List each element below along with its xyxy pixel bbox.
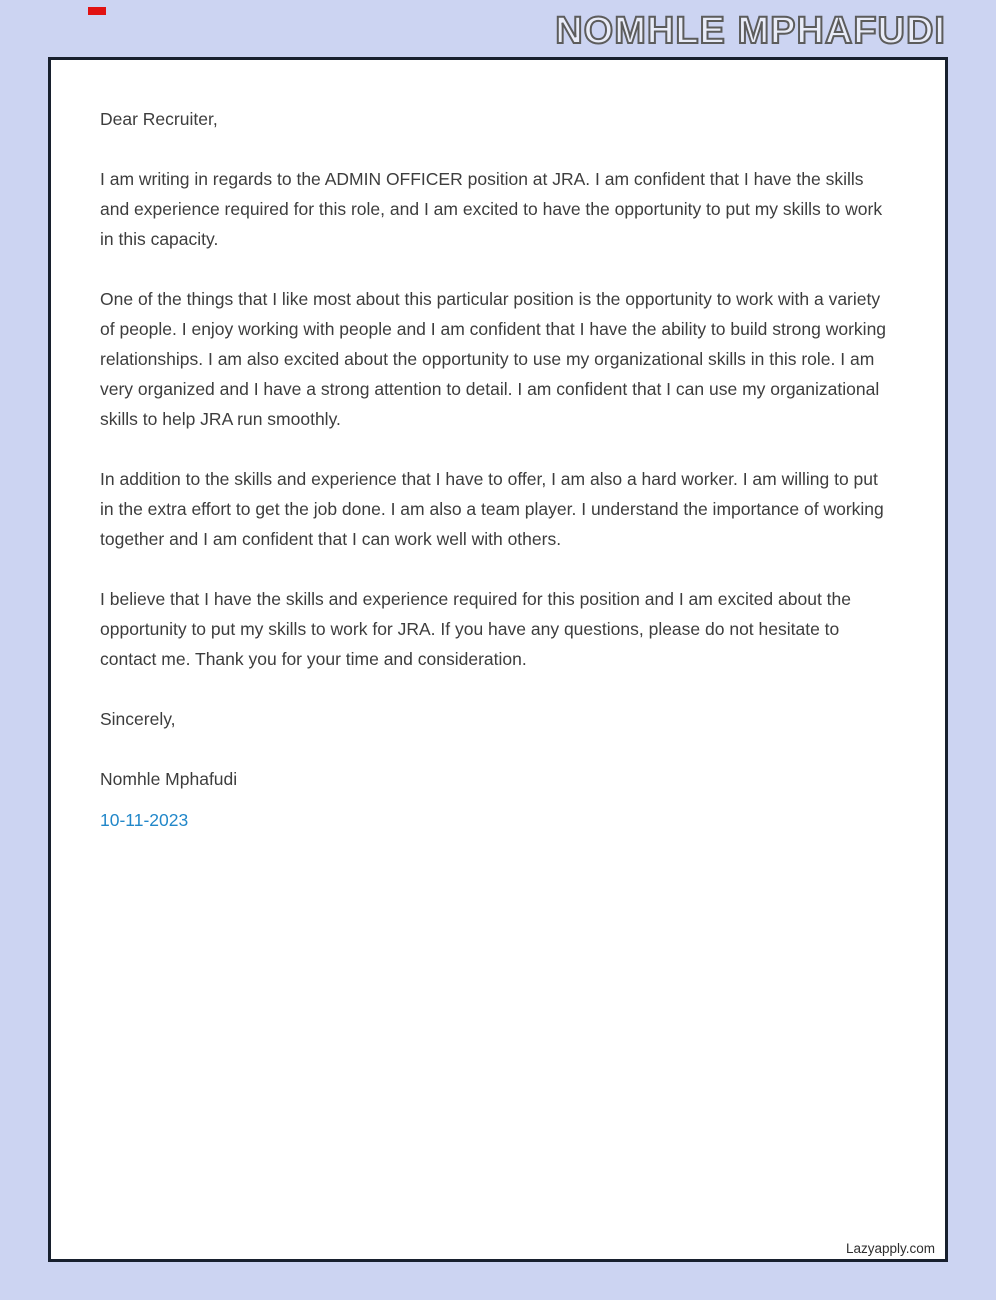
- cover-letter-document: [48, 57, 948, 1262]
- closing: Sincerely,: [100, 709, 176, 729]
- page-title: NOMHLE MPHAFUDI: [555, 10, 946, 52]
- salutation: Dear Recruiter,: [100, 109, 218, 129]
- red-corner-mark: [88, 7, 106, 15]
- header: [555, 10, 946, 53]
- paragraph-conclusion: I believe that I have the skills and experience required for this position and I am excited about the opportunity to put my skills to work for JRA. If you have any questions, please do not hesitate to contact me. Thank you for your time and consideration.: [100, 589, 852, 669]
- lazyapply-watermark-link[interactable]: Lazyapply.com: [845, 1241, 935, 1256]
- signature-name: Nomhle Mphafudi: [100, 769, 238, 789]
- letter-date: 10-11-2023: [100, 810, 189, 830]
- paragraph-intro: I am writing in regards to the ADMIN OFFICER position at JRA. I am confident that I have the skills and experience required for this role, and I am excited to have the opportunity to put my skills to work in this capacity.: [100, 169, 883, 249]
- paragraph-motivation: One of the things that I like most about this particular position is the opportunity to work with a variety of people. I enjoy working with people and I am confident that I have the ability to build strong working relationships. I am also excited about the opportunity to use my organizational skills in this role. I am very organized and I have a strong attention to detail. I am confident that I can use my organizational skills to help JRA run smoothly.: [100, 289, 887, 429]
- paragraph-work-ethic: In addition to the skills and experience that I have to offer, I am also a hard worker. I am willing to put in the extra effort to get the job done. I am also a team player. I understand the importance of working together and I am confident that I can work well with others.: [100, 469, 884, 549]
